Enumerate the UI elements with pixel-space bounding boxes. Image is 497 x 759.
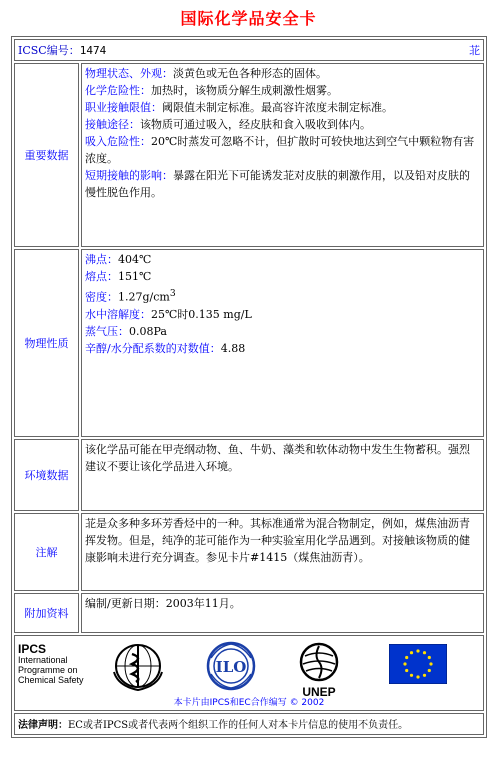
ipcs-line-3: Chemical Safety <box>18 675 84 685</box>
short-term-effect-label: 短期接触的影响： <box>85 169 173 182</box>
physical-properties-row <box>14 249 484 437</box>
melting-point-label: 熔点： <box>85 270 118 283</box>
appearance-line <box>85 65 480 82</box>
water-solubility-value: 25℃时0.135 mg/L <box>151 307 252 321</box>
chemical-hazard-value: 加热时，该物质分解生成刺激性烟雾。 <box>151 84 338 97</box>
melting-point-value: 151℃ <box>118 270 152 283</box>
logos-cell <box>14 635 484 711</box>
eu-flag-icon <box>389 644 447 684</box>
boiling-point-value: 404℃ <box>118 253 152 266</box>
density-unit-exponent: 3 <box>169 288 176 299</box>
vapor-pressure-label: 蒸气压： <box>85 324 129 338</box>
logos-row <box>14 635 484 711</box>
legal-text: EC或者IPCS或者代表两个组织工作的任何人对本卡片信息的使用不负责任。 <box>68 720 409 731</box>
log-kow-line <box>85 340 480 357</box>
ipcs-block <box>18 644 84 685</box>
exposure-limit-line <box>85 99 480 116</box>
vapor-pressure-value: 0.08Pa <box>129 324 167 338</box>
legal-cell <box>14 713 484 735</box>
water-solubility-label: 水中溶解度： <box>85 307 151 321</box>
log-kow-value: 4.88 <box>220 341 246 355</box>
environment-row <box>14 439 484 511</box>
card-table <box>11 36 487 738</box>
inhalation-risk-line <box>85 133 480 167</box>
ipcs-line-2: Programme on <box>18 665 78 675</box>
boiling-point-label: 沸点： <box>85 253 118 266</box>
notes-label: 注解 <box>14 513 79 591</box>
logos-area <box>15 636 483 710</box>
chemical-name: 苝 <box>469 44 480 57</box>
id-row <box>14 39 484 61</box>
ipcs-line-1: International <box>18 655 68 665</box>
vapor-pressure-line <box>85 323 480 340</box>
icsc-label: ICSC编号： <box>18 44 80 57</box>
physical-properties-content <box>81 249 484 437</box>
unep-logo-icon <box>292 640 346 700</box>
ipcs-title: IPCS <box>18 642 47 656</box>
icsc-card <box>11 36 487 744</box>
ilo-logo-text: ILO <box>215 658 247 676</box>
log-kow-label: 辛醇/水分配系数的对数值： <box>85 341 221 355</box>
appearance-label: 物理状态、外观： <box>85 67 173 80</box>
important-data-content <box>81 63 484 247</box>
exposure-route-line <box>85 116 480 133</box>
important-data-label: 重要数据 <box>14 63 79 247</box>
chemical-hazard-line <box>85 82 480 99</box>
important-data-row <box>14 63 484 247</box>
environment-text: 该化学品可能在甲壳纲动物、鱼、牛奶、藻类和软体动物中发生生物蓄积。强烈建议不要让该化学品进入环境。 <box>81 439 484 511</box>
extra-info-text: 编制/更新日期：2003年11月。 <box>81 593 484 633</box>
legal-label: 法律声明： <box>18 720 68 731</box>
legal-row <box>14 713 484 735</box>
card-title: 国际化学品安全卡 <box>180 9 317 28</box>
exposure-limit-label: 职业接触限值： <box>85 101 162 114</box>
melting-point-line <box>85 268 480 285</box>
physical-properties-label: 物理性质 <box>14 249 79 437</box>
ilo-logo-icon <box>205 640 257 692</box>
who-logo-icon <box>110 640 166 694</box>
density-line <box>85 285 480 306</box>
environment-label: 环境数据 <box>14 439 79 511</box>
unep-label: UNEP <box>302 685 336 699</box>
chemical-hazard-label: 化学危险性： <box>85 84 151 97</box>
density-value: 1.27g/cm <box>118 290 170 304</box>
icsc-number: 1474 <box>79 44 107 57</box>
exposure-limit-value: 阈限值未制定标准。最高容许浓度未制定标准。 <box>162 101 393 114</box>
exposure-route-label: 接触途径： <box>85 118 140 131</box>
short-term-effect-line <box>85 167 480 201</box>
id-cell <box>14 39 484 61</box>
density-label: 密度： <box>85 290 118 304</box>
appearance-value: 淡黄色或无色各种形态的固体。 <box>173 67 327 80</box>
water-solubility-line <box>85 306 480 323</box>
extra-info-row <box>14 593 484 633</box>
inhalation-risk-value: 20℃时蒸发可忽略不计，但扩散时可较快地达到空气中颗粒物有害浓度。 <box>85 135 475 165</box>
notes-row <box>14 513 484 591</box>
exposure-route-value: 该物质可通过吸入，经皮肤和食入吸收到体内。 <box>140 118 371 131</box>
short-term-effect-value: 暴露在阳光下可能诱发苝对皮肤的刺激作用，以及铅对皮肤的慢性脱色作用。 <box>85 169 470 199</box>
inhalation-risk-label: 吸入危险性： <box>85 135 151 148</box>
notes-text: 苝是众多种多环芳香烃中的一种。其标准通常为混合物制定，例如，煤焦油沥青挥发物。但是，纯净的苝可能作为一种实验室用化学品遇到。对接触该物质的健康影响未进行充分调查。参见卡片#1415（煤焦油沥青）。 <box>81 513 484 591</box>
extra-info-label: 附加资料 <box>14 593 79 633</box>
boiling-point-line <box>85 251 480 268</box>
credit-text: 本卡片由IPCS和EC合作编写 © 2002 <box>173 698 325 708</box>
